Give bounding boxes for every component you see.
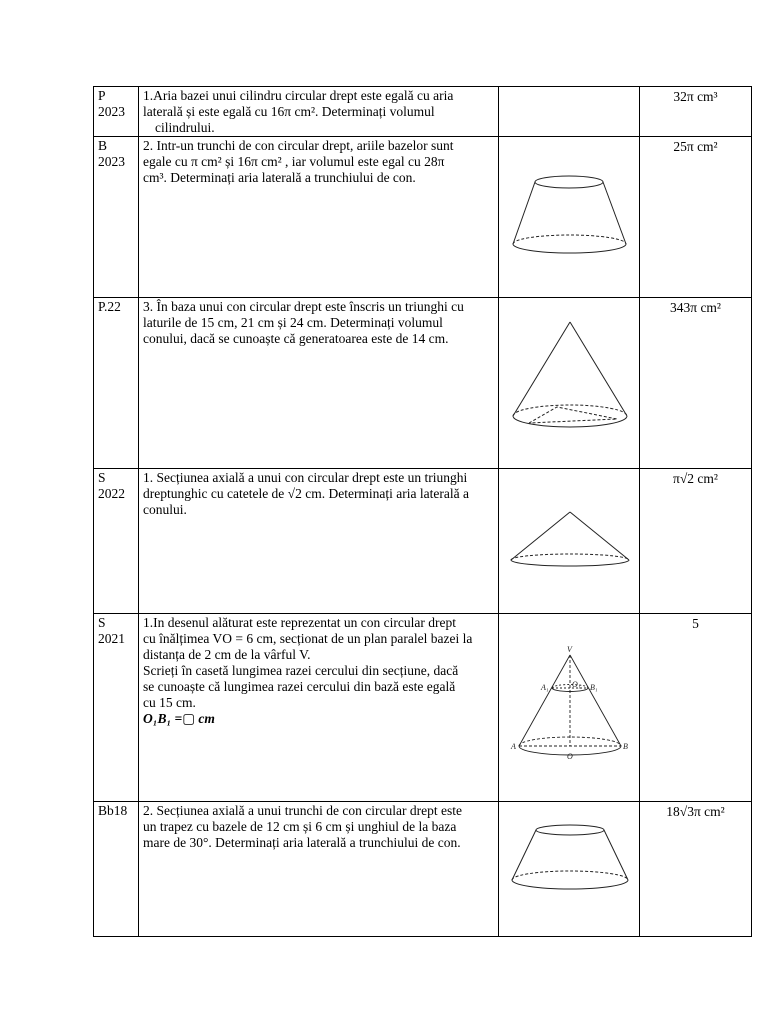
problem-line: laturile de 15 cm, 21 cm și 24 cm. Determinați volumul xyxy=(143,315,443,330)
label-o1: O₁ xyxy=(572,680,581,689)
frustum-figure xyxy=(499,137,640,293)
table-row xyxy=(94,298,752,469)
problem-line: conului. xyxy=(143,502,187,517)
problem-line: 2. Intr-un trunchi de con circular drept, ariile bazelor sunt xyxy=(143,138,454,153)
source-line: P xyxy=(98,88,106,103)
label-o: O xyxy=(567,752,573,761)
problem-line: 1.Aria bazei unui cilindru circular drept este egală cu aria xyxy=(143,88,454,103)
source-line: S xyxy=(98,615,106,630)
source-line: S xyxy=(98,470,106,485)
frustum-figure-2 xyxy=(499,802,640,932)
figure-cell xyxy=(499,87,640,137)
table-row xyxy=(94,802,752,937)
problem-line: cilindrului. xyxy=(155,120,215,135)
problem-line: un trapez cu bazele de 12 cm și 6 cm și unghiul de la baza xyxy=(143,819,457,834)
problem-line: Scrieți în casetă lungimea razei cercului din secțiune, dacă xyxy=(143,663,459,678)
table-row xyxy=(94,137,752,298)
source-cell xyxy=(94,298,139,469)
problem-line: egale cu π cm² și 16π cm² , iar volumul este egal cu 28π xyxy=(143,154,445,169)
source-line: 2023 xyxy=(98,154,125,169)
figure-cell xyxy=(499,469,640,614)
figure-cell xyxy=(499,802,640,937)
answer-value: 18√3π cm² xyxy=(666,804,725,819)
answer-value: 25π cm² xyxy=(673,139,718,154)
problem-line: cu înălțimea VO = 6 cm, secționat de un plan paralel bazei la xyxy=(143,631,473,646)
problem-line: cu 15 cm. xyxy=(143,695,196,710)
problem-line: dreptunghic cu catetele de √2 cm. Determinați aria laterală a xyxy=(143,486,469,501)
problems-table xyxy=(93,86,752,937)
problem-text-cell xyxy=(139,137,499,298)
source-line: B xyxy=(98,138,108,153)
problem-text-cell xyxy=(139,614,499,802)
answer-value: π√2 cm² xyxy=(673,471,718,486)
problem-line: 1.In desenul alăturat este reprezentat un con circular drept xyxy=(143,615,456,630)
table-row xyxy=(94,87,752,137)
source-line: 2021 xyxy=(98,631,125,646)
source-line: P.22 xyxy=(98,299,121,314)
label-b1: B₁ xyxy=(590,683,598,692)
cone-triangle-figure xyxy=(499,298,640,464)
label-v: V xyxy=(567,645,572,654)
figure-cell xyxy=(499,614,640,802)
source-line: 2022 xyxy=(98,486,125,501)
source-cell xyxy=(94,137,139,298)
source-cell xyxy=(94,469,139,614)
source-line: 2023 xyxy=(98,104,125,119)
source-line: Bb18 xyxy=(98,803,128,818)
problem-line: 1. Secțiunea axială a unui con circular drept este un triunghi xyxy=(143,470,468,485)
answer-cell xyxy=(640,298,752,469)
answer-value: 5 xyxy=(692,616,699,631)
figure-cell xyxy=(499,298,640,469)
problem-line: 3. În baza unui con circular drept este înscris un triunghi cu xyxy=(143,299,464,314)
answer-cell xyxy=(640,87,752,137)
problem-line: cm³. Determinați aria laterală a trunchiului de con. xyxy=(143,170,416,185)
problem-line: distanța de 2 cm de la vârful V. xyxy=(143,647,311,662)
answer-value: 32π cm³ xyxy=(673,89,718,104)
answer-cell xyxy=(640,469,752,614)
problem-line: laterală și este egală cu 16π cm². Determinați volumul xyxy=(143,104,435,119)
table-row xyxy=(94,469,752,614)
label-b: B xyxy=(623,742,628,751)
figure-cell xyxy=(499,137,640,298)
label-a1: A₁ xyxy=(541,683,549,692)
problem-line: conului, dacă se cunoaște că generatoarea este de 14 cm. xyxy=(143,331,449,346)
problem-line: mare de 30°. Determinați aria laterală a trunchiului de con. xyxy=(143,835,461,850)
source-cell xyxy=(94,87,139,137)
answer-cell xyxy=(640,802,752,937)
problem-text-cell xyxy=(139,469,499,614)
problem-line: O₁B₁ =▢ cm xyxy=(143,711,215,726)
problem-line: 2. Secțiunea axială a unui trunchi de con circular drept este xyxy=(143,803,462,818)
flat-cone-figure xyxy=(499,469,640,609)
answer-cell xyxy=(640,137,752,298)
answer-value: 343π cm² xyxy=(670,300,721,315)
source-cell xyxy=(94,614,139,802)
sectioned-cone-figure xyxy=(499,614,640,797)
problem-text-cell xyxy=(139,298,499,469)
table-row xyxy=(94,614,752,802)
problem-line: se cunoaște că lungimea razei cercului din bază este egală xyxy=(143,679,456,694)
problem-text-cell xyxy=(139,802,499,937)
answer-cell xyxy=(640,614,752,802)
source-cell xyxy=(94,802,139,937)
label-a: A xyxy=(511,742,516,751)
problem-text-cell xyxy=(139,87,499,137)
